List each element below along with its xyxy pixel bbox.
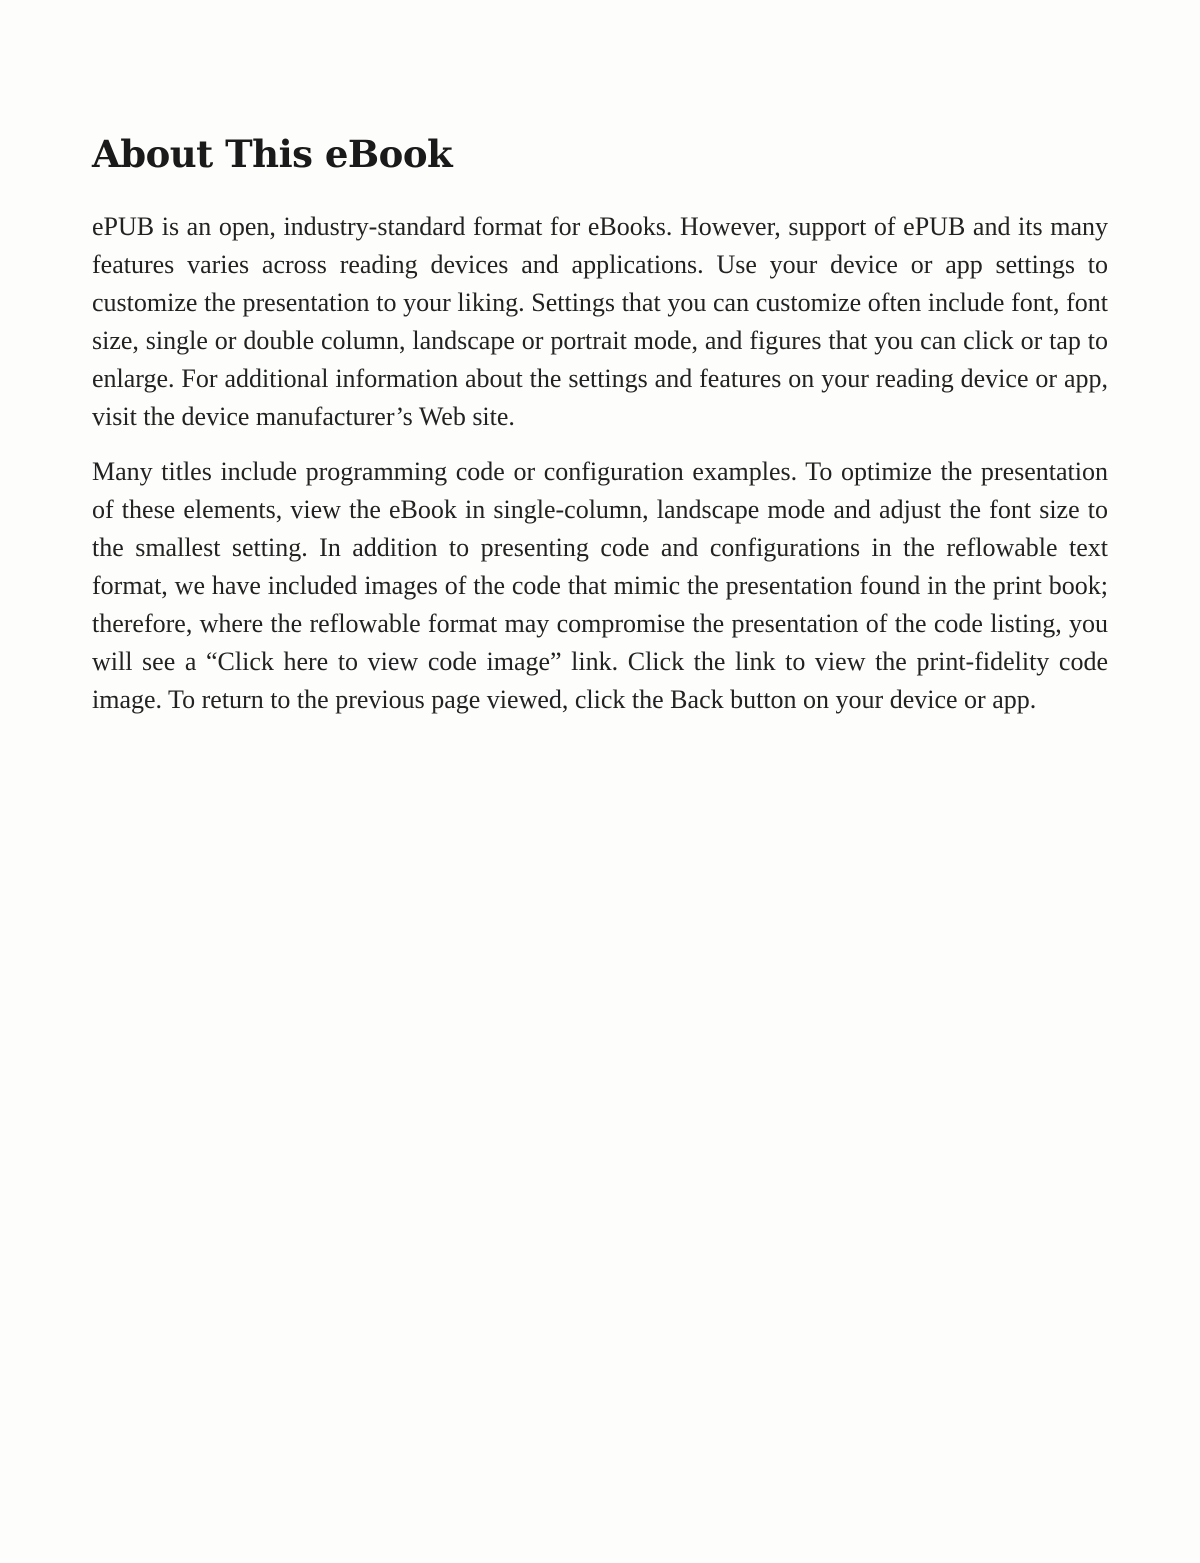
page-title: About This eBook: [92, 132, 453, 176]
paragraph-epub-format: ePUB is an open, industry-standard format for eBooks. However, support of ePUB and its many features varies across reading devices and applications. Use your device or app settings to customize the presentation to your liking. Settings that you can customize often include font, font size, single or double column, landscape or portrait mode, and figures that you can click or tap to enlarge. For additional information about the settings and features on your reading device or app, visit the device manufacturer’s Web site.: [92, 212, 1108, 432]
ebook-page: [92, 128, 1108, 735]
paragraph-code-examples: Many titles include programming code or configuration examples. To optimize the presentation of these elements, view the eBook in single-column, landscape mode and adjust the font size to the smallest setting. In addition to presenting code and configurations in the reflowable text format, we have included images of the code that mimic the presentation found in the print book; therefore, where the reflowable format may compromise the presentation of the code listing, you will see a “Click here to view code image” link. Click the link to view the print-fidelity code image. To return to the previous page viewed, click the Back button on your device or app.: [92, 456, 1108, 715]
